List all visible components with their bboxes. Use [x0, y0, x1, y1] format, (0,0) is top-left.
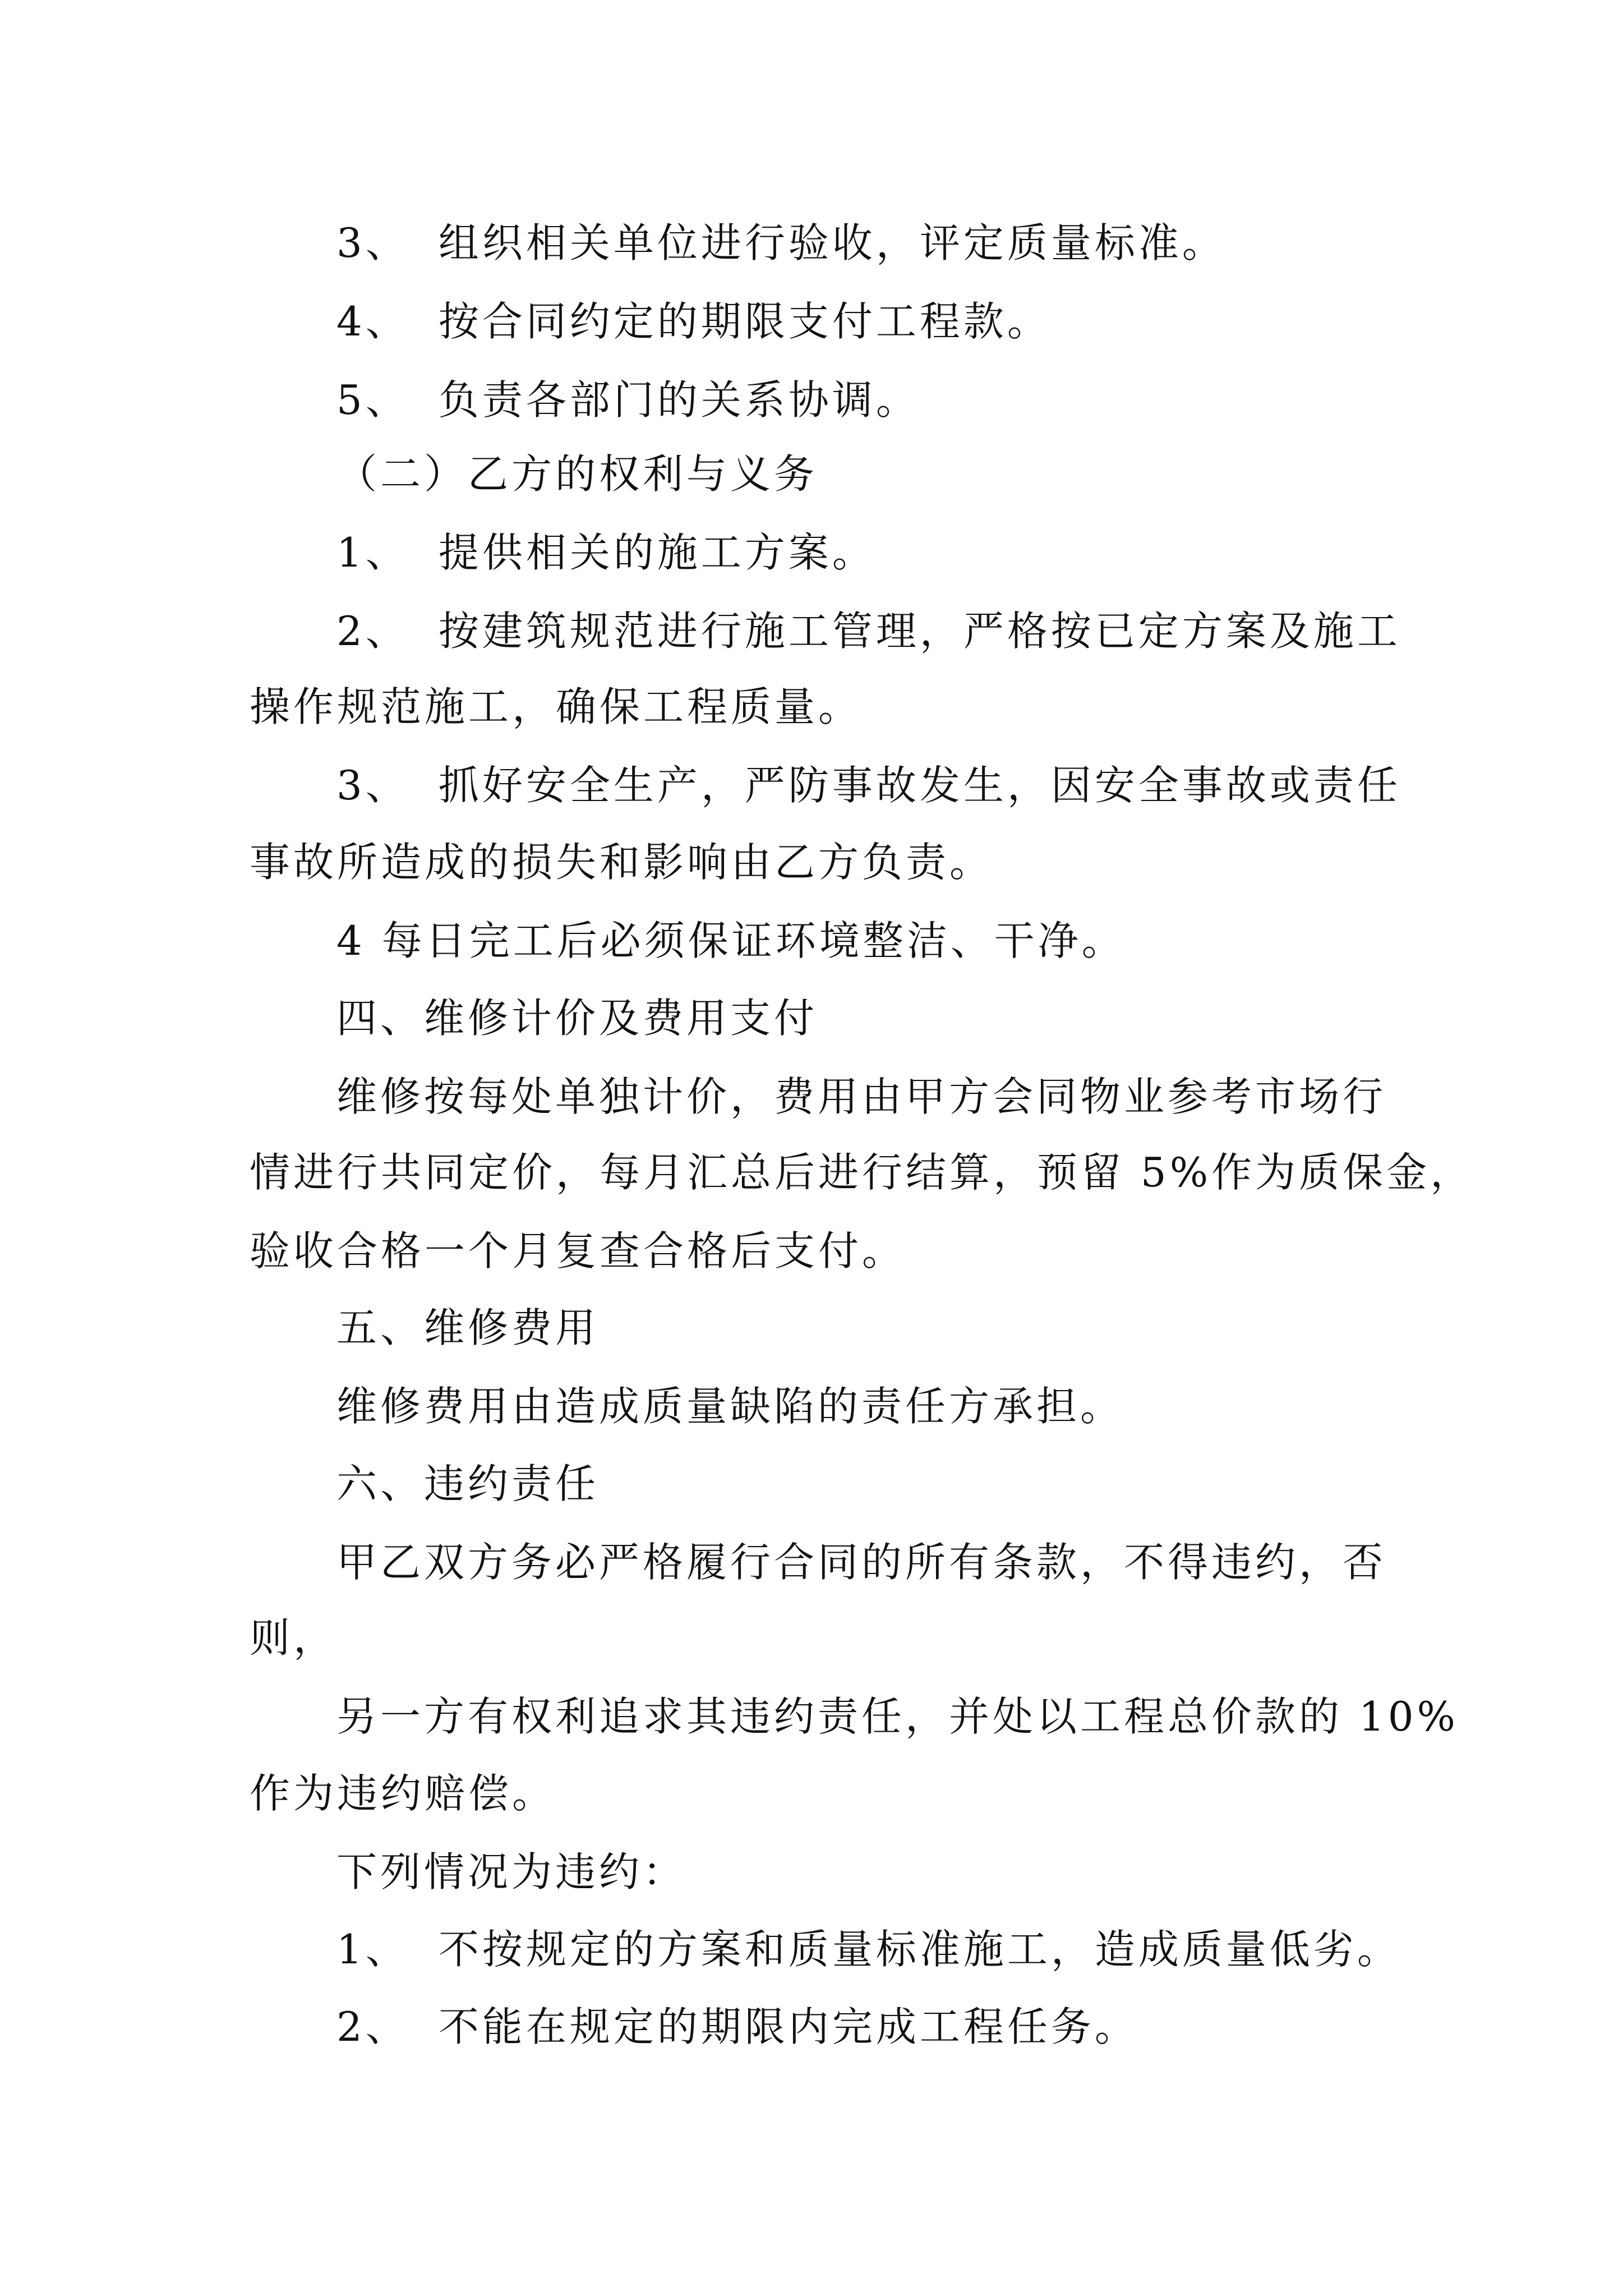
pricing-paragraph-line-2: 情进行共同定价，每月汇总后进行结算，预留 5%作为质保金， — [250, 1149, 1474, 1196]
item-number: 5、 — [336, 376, 409, 424]
item-number: 2、 — [336, 608, 409, 655]
breach-paragraph-line-2: 则， — [250, 1614, 338, 1662]
section-heading-breach: 六、违约责任 — [336, 1460, 600, 1507]
pricing-paragraph-line-1: 维修按每处单独计价，费用由甲方会同物业参考市场行 — [336, 1073, 1387, 1120]
item-text: 不能在规定的期限内完成工程任务。 — [438, 2003, 1138, 2050]
party-b-item-3 — [336, 757, 1401, 813]
breach-paragraph-line-3: 另一方有权利追求其违约责任，并处以工程总价款的 10% — [336, 1693, 1459, 1740]
duty-item-3 — [336, 215, 1226, 271]
pricing-paragraph-line-3: 验收合格一个月复查合格后支付。 — [250, 1227, 906, 1274]
item-text: 按合同约定的期限支付工程款。 — [438, 298, 1051, 345]
breach-list-heading: 下列情况为违约： — [336, 1848, 687, 1895]
fees-paragraph: 维修费用由造成质量缺陷的责任方承担。 — [336, 1383, 1124, 1430]
item-number: 1、 — [336, 1926, 409, 1973]
item-text: 提供相关的施工方案。 — [438, 529, 876, 576]
item-number: 3、 — [336, 219, 409, 266]
item-number: 3、 — [336, 762, 409, 809]
item-number: 1、 — [336, 529, 409, 576]
party-b-item-1 — [336, 524, 876, 581]
item-text: 不按规定的方案和质量标准施工，造成质量低劣。 — [438, 1926, 1401, 1973]
breach-item-1 — [336, 1921, 1401, 1977]
item-text: 负责各部门的关系协调。 — [438, 376, 920, 424]
section-heading-fees: 五、维修费用 — [336, 1304, 600, 1351]
section-heading-pricing: 四、维修计价及费用支付 — [336, 995, 818, 1042]
duty-item-5 — [336, 372, 920, 428]
item-text: 组织相关单位进行验收，评定质量标准。 — [438, 219, 1226, 266]
item-text: 抓好安全生产，严防事故发生，因安全事故或责任 — [438, 762, 1401, 809]
party-b-item-2-continued: 操作规范施工，确保工程质量。 — [250, 683, 863, 730]
breach-item-2 — [336, 1999, 1138, 2055]
breach-paragraph-line-1: 甲乙双方务必严格履行合同的所有条款，不得违约，否 — [336, 1539, 1387, 1586]
item-text: 按建筑规范进行施工管理，严格按已定方案及施工 — [438, 608, 1401, 655]
duty-item-4 — [336, 293, 1051, 349]
party-b-item-2 — [336, 603, 1401, 659]
item-number: 2、 — [336, 2003, 409, 2050]
section-heading-party-b: （二）乙方的权利与义务 — [336, 450, 818, 498]
item-number: 4、 — [336, 298, 409, 345]
party-b-item-4: 4 每日完工后必须保证环境整洁、干净。 — [336, 917, 1126, 964]
party-b-item-3-continued: 事故所造成的损失和影响由乙方负责。 — [250, 839, 994, 886]
breach-paragraph-line-4: 作为违约赔偿。 — [250, 1770, 556, 1817]
